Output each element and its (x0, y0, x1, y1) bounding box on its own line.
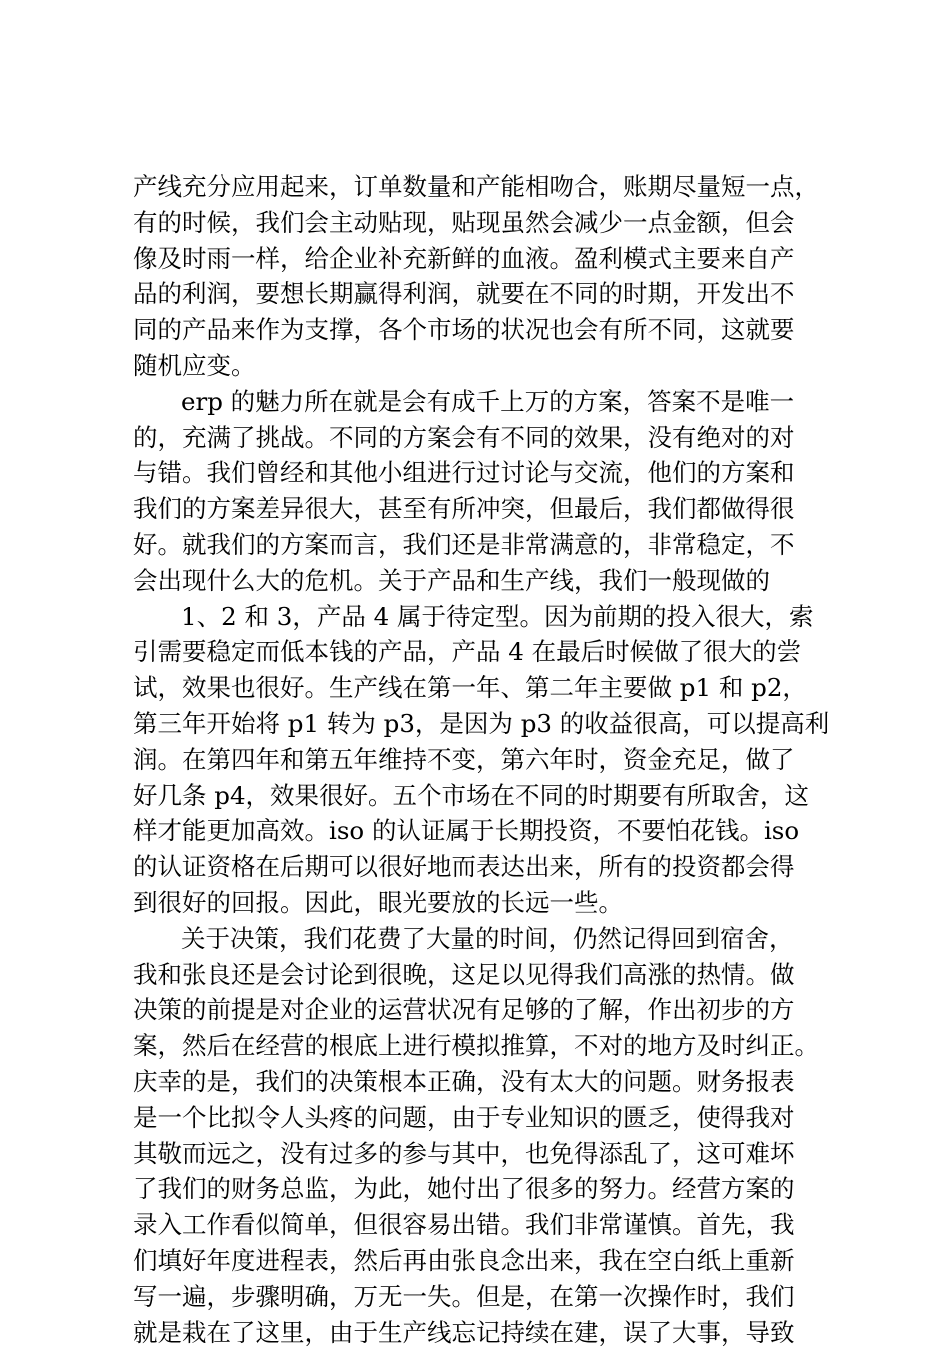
text-line: 们填好年度进程表，然后再由张良念出来，我在空白纸上重新 (133, 1243, 833, 1279)
text-line: 润。在第四年和第五年维持不变，第六年时，资金充足，做了 (133, 742, 833, 778)
text-line: 案，然后在经营的根底上进行模拟推算，不对的地方及时纠正。 (133, 1028, 833, 1064)
text-line: 随机应变。 (133, 348, 833, 384)
text-line: 与错。我们曾经和其他小组进行过讨论与交流，他们的方案和 (133, 455, 833, 491)
text-line: 第三年开始将 p1 转为 p3，是因为 p3 的收益很高，可以提高利 (133, 706, 833, 742)
paragraph-2 (133, 384, 833, 599)
paragraph-1 (133, 169, 833, 384)
text-line: 产线充分应用起来，订单数量和产能相吻合，账期尽量短一点， (133, 169, 833, 205)
text-line: 的，充满了挑战。不同的方案会有不同的效果，没有绝对的对 (133, 420, 833, 456)
paragraph-4 (133, 921, 833, 1350)
text-line: 引需要稳定而低本钱的产品，产品 4 在最后时候做了很大的尝 (133, 634, 833, 670)
document-body (133, 169, 833, 1350)
text-line: 同的产品来作为支撑，各个市场的状况也会有所不同，这就要 (133, 312, 833, 348)
text-line: 样才能更加高效。iso 的认证属于长期投资，不要怕花钱。iso (133, 813, 833, 849)
text-line: 到很好的回报。因此，眼光要放的长远一些。 (133, 885, 833, 921)
text-line: 好几条 p4，效果很好。五个市场在不同的时期要有所取舍，这 (133, 778, 833, 814)
text-line: 像及时雨一样，给企业补充新鲜的血液。盈利模式主要来自产 (133, 241, 833, 277)
text-line: 录入工作看似简单，但很容易出错。我们非常谨慎。首先，我 (133, 1207, 833, 1243)
text-line: 就是栽在了这里，由于生产线忘记持续在建，误了大事，导致 (133, 1315, 833, 1350)
text-line: 写一遍，步骤明确，万无一失。但是，在第一次操作时，我们 (133, 1279, 833, 1315)
text-line: 我和张良还是会讨论到很晚，这足以见得我们高涨的热情。做 (133, 957, 833, 993)
text-line: erp 的魅力所在就是会有成千上万的方案，答案不是唯一 (133, 384, 833, 420)
text-line: 关于决策，我们花费了大量的时间，仍然记得回到宿舍， (133, 921, 833, 957)
text-line: 1、2 和 3，产品 4 属于待定型。因为前期的投入很大，索 (133, 599, 833, 635)
text-line: 了我们的财务总监，为此，她付出了很多的努力。经营方案的 (133, 1171, 833, 1207)
text-line: 是一个比拟令人头疼的问题，由于专业知识的匮乏，使得我对 (133, 1100, 833, 1136)
paragraph-3 (133, 599, 833, 921)
text-line: 我们的方案差异很大，甚至有所冲突，但最后，我们都做得很 (133, 491, 833, 527)
text-line: 品的利润，要想长期赢得利润，就要在不同的时期，开发出不 (133, 276, 833, 312)
text-line: 好。就我们的方案而言，我们还是非常满意的，非常稳定，不 (133, 527, 833, 563)
text-line: 会出现什么大的危机。关于产品和生产线，我们一般现做的 (133, 563, 833, 599)
text-line: 有的时候，我们会主动贴现，贴现虽然会减少一点金额，但会 (133, 205, 833, 241)
text-line: 庆幸的是，我们的决策根本正确，没有太大的问题。财务报表 (133, 1064, 833, 1100)
text-line: 试，效果也很好。生产线在第一年、第二年主要做 p1 和 p2， (133, 670, 833, 706)
text-line: 决策的前提是对企业的运营状况有足够的了解，作出初步的方 (133, 992, 833, 1028)
text-line: 的认证资格在后期可以很好地而表达出来，所有的投资都会得 (133, 849, 833, 885)
text-line: 其敬而远之，没有过多的参与其中，也免得添乱了，这可难坏 (133, 1136, 833, 1172)
